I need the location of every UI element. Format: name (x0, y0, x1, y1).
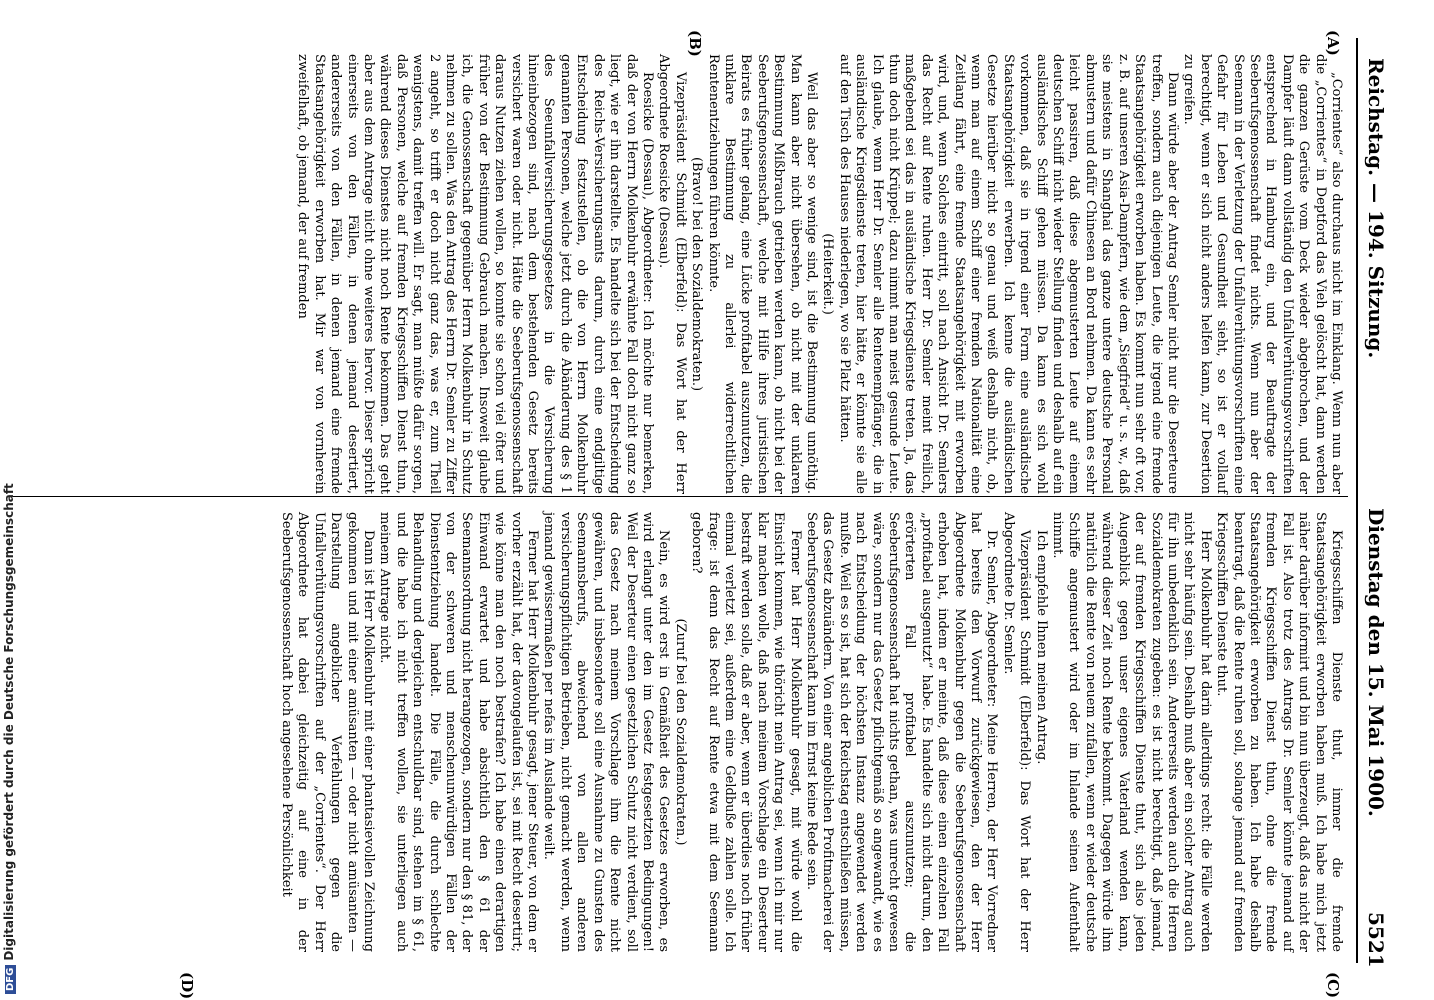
paragraph: Nein, es wird erst in Gemäßheit des Gesetzes erworben, es wird erlangt unter den im Gesetz festgesetzten Bedingungen! Weil der Deserteur einen gesetzlichen Schutz nicht verdient, soll das Gesetz nach meinem Vorschlage ihm die Rente nicht gewähren, und insbesondere soll eine Ausnahme zu Gunsten des Seemannsberufs, abweichend von allen anderen versicherungspflichtigen Betrieben, nicht gemacht werden, wenn jemand gewissermaßen per nefas im Auslande weilt. (541, 512, 672, 952)
digitization-credit (0, 0, 22, 1000)
margin-letter-a: (A) (1324, 30, 1342, 56)
header-title: Reichstag. — 194. Sitzung. (1364, 58, 1388, 359)
dfg-logo: DFG (5, 965, 16, 994)
left-column (294, 54, 1344, 494)
paragraph: Herr Molkenbuhr hat darin allerdings recht: die Fälle werden nicht sehr häufig sein. Deshalb muß aber ein solcher Antrag auch für ihn unbedenklich sein. Andererseits werden auch die Herren Sozialdemokraten zugeben: es ist nicht berechtigt, daß jemand, der auf fremden Kriegsschiffen Dienste thut, sich also jeden Augenblick gegen unser eigenes Vaterland wenden kann, während dieser Zeit noch Rente bekommt. Dagegen würde ihm natürlich die Rente von neuem zufallen, wenn er wieder deutsche Schiffe angemustert wird oder im Inlande seinen Aufenthalt nimmt. (1050, 512, 1213, 952)
paragraph: Weil das aber so wenige sind, ist die Bestimmung unnöthig. Man kann aber nicht übersehen, ob nicht mit der unklaren Bestimmung Mißbrauch getrieben werden kann, ob nicht bei der Seeberufsgenossenschaft, welche mit Hilfe ihres juristischen Beirats es früher gelang, eine Lücke profitabel auszunutzen, die unklare Bestimmung zu allerlei widerrechtlichen Rentenentziehungen führen könnte. (705, 54, 819, 494)
header-date: Dienstag den 15. Mai 1900. (1364, 508, 1388, 817)
speaker-paragraph: Roesicke (Dessau), Abgeordneter: Ich möchte nur bemerken, daß der von Herrn Molkenbuhr erwähnte Fall doch nicht ganz so liegt, wie er ihn darstellte. Es handelte sich bei der Entscheidung des Reichs-Versicherungsamts darum, durch eine endgiltige Entscheidung festzustellen, ob die von Herrn Molkenbuhr genannten Personen, welche jetzt durch die Abänderung des § 1 des Seeunfallversicherungsgesetzes in die Versicherung hineinbezogen sind, nach dem bestehenden Gesetz bereits versichert waren oder nicht. Hätte die Seeberufsgenossenschaft daraus Nutzen ziehen wollen, so konnte sie schon viel öfter und früher von der Bestimmung Gebrauch machen. Insoweit glaube ich, die Genossenschaft gegenüber Herrn Molkenbuhr in Schutz nehmen zu sollen. Was den Antrag des Herrn Dr. Semler zu Ziffer 2 angeht, so trifft er doch nicht ganz das, was er, zum Theil wenigstens, damit treffen will. Er sagt, man müßte dafür sorgen, daß Personen, welche auf fremden Kriegsschiffen Dienst thun, während dieses Dienstes nicht noch Rente bekommen. Das geht aber aus dem Antrage nicht ohne weiteres hervor. Dieser spricht einerseits von den Fällen, in denen jemand desertiert, andererseits von den Fällen, in denen jemand eine fremde Staatsangehörigkeit erworben hat. Mir war von vornherein zweifelhaft, ob jemand, der auf fremden (295, 54, 655, 494)
paragraph: Dann ist Herr Molkenbuhr mit einer phantasievollen Zeichnung gekommen und mit einer amüsanten — oder nicht amüsanten — Darstellung angeblicher Verfehlungen gegen die Unfallverhütungsvorschriften auf der „Corrientes“. Der Herr Abgeordnete hat dabei gleichzeitig auf eine in der Seeberufsgenossenschaft hoch angesehene Persönlichkeit (279, 512, 377, 952)
paragraph: „Corrientes“ also durchaus nicht im Einklang. Wenn nun aber die „Corrientes“ in Deptford das Vieh gelöscht hat, dann werden die ganzen Gerüste vom Deck wieder abgebrochen, und der Dampfer läuft dann vollständig den Unfallverhütungsvorschriften entsprechend in Hamburg ein, und der Beauftragte der Seeberufsgenossenschaft findet nichts. Wenn nun aber der Seemann in der Verletzung der Unfallverhütungsvorschriften eine Gefahr für Leben und Gesundheit sieht, so ist er vollauf berechtigt, wenn er sich nicht anders helfen kann, zur Desertion zu greifen. (1181, 54, 1344, 494)
credit-text: Digitalisierung gefördert durch die Deutsche Forschungsgemeinschaft (2, 483, 16, 961)
interjection: (Bravo! bei den Sozialdemokraten.) (689, 156, 705, 392)
speaker-paragraph: Vizepräsident Schmidt (Elberfeld): Das Wort hat der Herr Abgeordnete Dr. Semler. (1000, 512, 1033, 952)
page-header (1356, 38, 1390, 968)
margin-letter-c: (C) (1324, 972, 1342, 999)
margin-letter-d: (D) (178, 972, 196, 1000)
column-divider (8, 496, 1348, 497)
paragraph: Dann würde aber der Antrag Semler nicht nur die Deserteure treffen, sondern auch diejenigen Leute, die irgend eine fremde Staatsangehörigkeit erworben haben. Es kommt nun sehr oft vor, z. B. auf unseren Asia-Dampfern, wie dem „Siegfried“ u. s. w., daß sie meistens in Shanghai das ganze untere deutsche Personal abmustern und dafür Chinesen an Bord nehmen. Da kann es sehr leicht passiren, daß diese abgemusterten Leute auf einem deutschen Schiff nicht wieder Stellung finden und deshalb auf ein ausländisches Schiff gehen müssen. Da kann es sich wohl vorkommen, daß sie in irgend einer Form eine ausländische Staatsangehörigkeit erwerben. Ich kenne die ausländischen Gesetze hierüber nicht so genau und weiß deshalb nicht, ob, wenn man auf einem Schiff einer fremden Nationalität eine Zeitlang fährt, eine fremde Staatsangehörigkeit mit erworben wird, und, wenn Solches eintritt, soll nach Ansicht Dr. Semlers das Recht auf Rente ruhen. Herr Dr. Semler meint freilich, maßgebend sei das in ausländische Kriegsdienste treten. Ja, das thun doch nicht Krüppel; dazu nimmt man meist gesunde Leute. Ich glaube, wenn Herr Dr. Semler alle Rentenempfänger, die in ausländische Kriegsdienste treten, hier hätte, er könnte sie alle auf den Tisch des Hauses niederlegen, wo sie Platz hätten. (836, 54, 1180, 494)
interjection: (Heiterkeit.) (820, 233, 836, 315)
speaker-paragraph: Vizepräsident Schmidt (Elberfeld): Das Wort hat der Herr Abgeordnete Roesicke (Dessau). (656, 54, 688, 494)
page-number: 5521 (1364, 912, 1388, 968)
paragraph: Ich empfehle Ihnen meinen Antrag. (1033, 530, 1049, 765)
right-column (278, 512, 1344, 952)
interjection: (Zuruf bei den Sozialdemokraten.) (672, 618, 688, 846)
paragraph: Kriegsschiffen Dienste thut, immer die fremde Staatsangehörigkeit erworben haben muß. Ich habe mich jetzt näher darüber informirt und bin nun überzeugt, daß das nicht der Fall ist. Also trotz des Antrags Dr. Semler könnte jemand auf fremden Kriegsschiffen Dienst thun, ohne die fremde Staatsangehörigkeit erworben zu haben. Ich habe deshalb beantragt, daß die Rente ruhen soll, solange jemand auf fremden Kriegsschiffen Dienste thut. (1214, 512, 1344, 952)
speaker-paragraph: Dr. Semler, Abgeordneter: Meine Herren, der Herr Vorredner hat bereits den Vorwurf zurückgewiesen, den der Herr Abgeordnete Molkenbuhr gegen die Seeberufsgenossenschaft erhoben hat, indem er meinte, daß diese einen einzelnen Fall „profitabel ausgenutzt“ habe. Es handelte sich nicht darum, den erörterten Fall profitabel auszunutzen; die Seeberufsgenossenschaft hat nichts gethan, was unrecht gewesen wäre, sondern nur das Gesetz pflichtgemäß so angewandt, wie es nach Entscheidung der höchsten Instanz angewendet werden mußte. Weil es so ist, hat sich der Reichstag entschließen müssen, das Gesetz abzuändern. Von einer angeblichen Profitmacherei der Seeberufsgenossenschaft kann im Ernst keine Rede sein. (804, 512, 1000, 952)
paragraph: Ferner hat Herr Molkenbuhr gesagt, jener Steuer, von dem er vorher erzählt hat, der davongelaufen ist, sei mit Recht desertirt; wie könne man den noch bestrafen? Ich habe einen derartigen Einwand erwartet und habe absichtlich den § 61 der Seemannsordnung nicht herangezogen, sondern nur den § 81, der von der schweren und menschenunwürdigen Fällen der Dienstentziehung handelt. Die Fälle, die durch schlechte Behandlung und dergleichen entschuldbar sind, stehen im § 61, und die habe ich nicht treffen wollen, sie unterliegen auch meinem Antrage nicht. (377, 512, 541, 952)
margin-letter-b: (B) (686, 30, 704, 57)
paragraph: Ferner hat Herr Molkenbuhr gesagt, mit würde wohl die Einsicht kommen, wie thöricht mein Antrag sei, wenn ich mir nur klar machen wolle, daß nach meinem Vorschlage ein Deserteur bestraft werden solle, daß er aber, wenn er überdies noch früher einmal verletzt sei, außerdem eine Geldbuße zahlen solle. Ich frage: ist denn das Recht auf Rente etwa mit dem Seemann geboren? (689, 512, 803, 952)
